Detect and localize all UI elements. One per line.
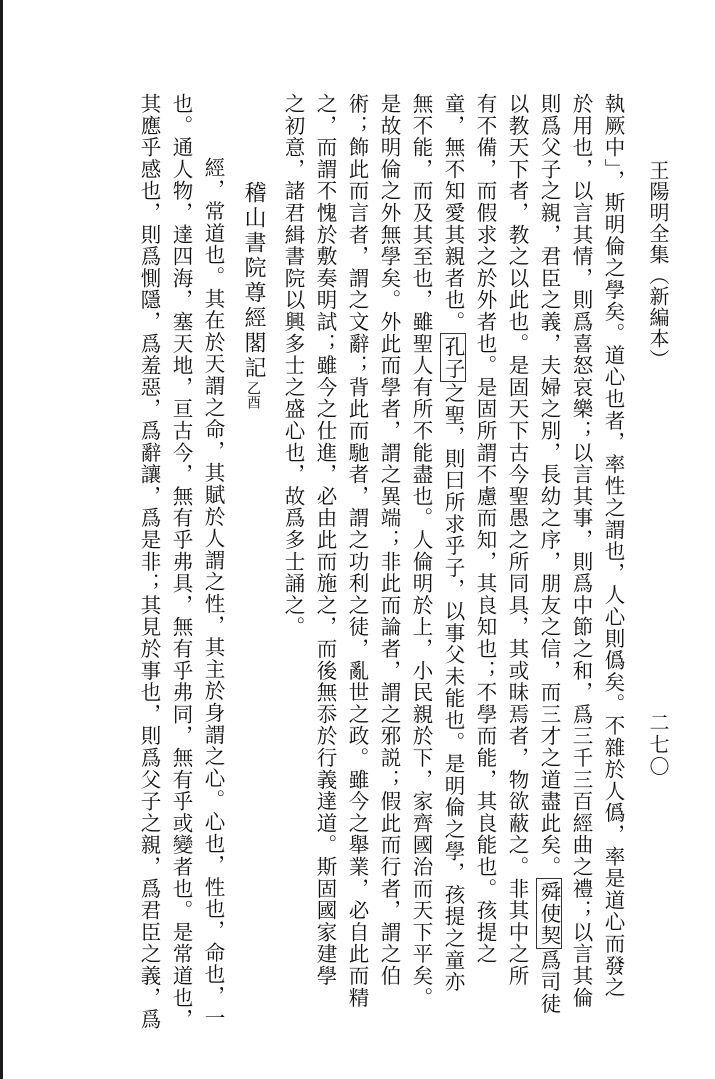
page-number: 二七〇: [646, 712, 670, 778]
text-line-segment: 童，無不知愛其親者也。: [441, 93, 465, 333]
text-line: 之，而謂不愧於敷奏明試；雖今之仕進，必由此而施之，而後無忝於行義達道。斯固國家建學: [313, 93, 337, 987]
text-line: 術；飾此而言者，謂之文辭；背此而馳者，謂之功利之徒，亂世之政。雖今之舉業，必自此而精: [345, 93, 369, 1009]
section-gap: [229, 93, 237, 893]
text-line: 執厥中」，斯明倫之學矣。道心也者，率性之謂也，人心則僞矣。不雜於人僞，率是道心而發之: [601, 93, 625, 999]
text-line: 以教天下者，教之以此也。是固天下古今聖愚之所同具，其或昧焉者，物欲蔽之。非其中之所: [505, 93, 529, 987]
essay-date: 乙酉: [245, 381, 261, 409]
text-line: 也。通人物，達四海，塞天地，亘古今，無有乎弗具，無有乎弗同，無有乎或變者也。是常道也，: [169, 93, 193, 1031]
text-line-segment: 之聖，則曰所求乎子，以事父未能也。是明倫之學，孩提之童亦: [441, 382, 465, 993]
section-gap: [269, 93, 277, 893]
scan-edge: [0, 0, 3, 1079]
book-title: 王陽明全集（新編本）: [646, 160, 670, 370]
text-line: 經，常道也。其在於天謂之命，其賦於人謂之性，其主於身謂之心。心也，性也，命也，一: [201, 157, 225, 1029]
text-line: 是故明倫之外無學矣。外此而學者，謂之異端；非此而論者，謂之邪説；假此而行者，謂之伯: [377, 93, 401, 987]
text-line-segment: 則爲父子之親，君臣之義，夫婦之別，長幼之序，朋友之信，而三才之道盡此矣。: [537, 93, 561, 878]
text-line-segment: 爲司徒: [537, 949, 561, 1015]
boxed-name: 孔子: [440, 333, 466, 383]
text-line: [437, 93, 469, 993]
text-line: 有不備，而假求之於外者也。是固所謂不慮而知，其良知也；不學而能，其良能也。孩提之: [473, 93, 497, 965]
page-body: [89, 93, 629, 1031]
essay-title-text: 稽山書院尊經閣記: [241, 181, 266, 381]
text-line: 於用也，以言其情，則爲喜怒哀樂；以言其事，則爲中節之和，爲三千三百經曲之禮；以言其倫: [569, 93, 593, 1009]
text-line: 其應乎感也，則爲惻隱，爲羞惡，爲辭讓，爲是非；其見於事也，則爲父子之親，爲君臣之義，爲: [137, 93, 161, 1031]
boxed-name: 舜使契: [536, 878, 562, 949]
text-line: 無不能，而及其至也，雖聖人有所不能盡也。人倫明於上，小民親於下，家齊國治而天下平矣。: [409, 93, 433, 1009]
text-line: 之初意，諸君緝書院以興多士之盛心也，故爲多士誦之。: [281, 93, 305, 638]
essay-title: [237, 93, 269, 893]
text-line: [533, 93, 565, 1015]
